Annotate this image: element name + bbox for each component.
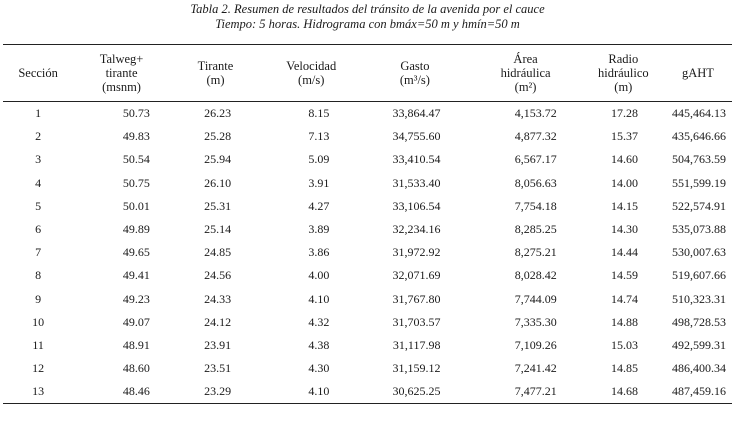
col-tirante-cell: 24.56	[204, 268, 232, 283]
col-velocidad-cell: 4.10	[308, 291, 330, 306]
table-row	[3, 102, 732, 126]
col-seccion-cell: 5	[35, 198, 42, 213]
col-radio-cell: 14.85	[610, 361, 638, 376]
header-line: (m)	[614, 80, 633, 94]
header-line: Velocidad	[286, 59, 337, 73]
header-line: Sección	[18, 66, 58, 80]
col-velocidad-cell: 3.86	[308, 245, 330, 260]
col-radio-cell: 14.68	[583, 380, 664, 404]
col-gasto-cell: 32,071.69	[392, 268, 441, 283]
col-radio-cell: 14.60	[610, 152, 638, 167]
col-velocidad-cell: 4.32	[308, 314, 330, 329]
col-area-cell: 8,028.42	[514, 268, 557, 283]
col-tirante-cell: 23.91	[204, 337, 232, 352]
col-gaht-cell: 486,400.34	[672, 361, 726, 376]
col-area-cell: 4,153.72	[514, 106, 557, 121]
col-seccion-cell: 9	[35, 291, 42, 306]
col-talweg-cell: 49.41	[122, 268, 150, 283]
col-gaht-cell: 487,459.16	[664, 380, 732, 404]
col-gaht-cell: 519,607.66	[672, 268, 726, 283]
col-seccion-cell: 3	[35, 152, 42, 167]
col-tirante-cell: 25.28	[204, 129, 232, 144]
col-area-cell: 7,335.30	[514, 314, 557, 329]
table-row	[3, 125, 732, 148]
table-row	[3, 172, 732, 195]
col-gaht-cell: 498,728.53	[672, 314, 726, 329]
col-area-cell: 7,241.42	[514, 361, 557, 376]
col-area-header	[468, 45, 582, 102]
col-gasto-cell: 30,625.25	[361, 380, 468, 404]
col-radio-cell: 14.15	[610, 198, 638, 213]
col-seccion-cell: 12	[32, 361, 45, 376]
col-tirante-cell: 24.33	[204, 291, 232, 306]
col-radio-cell: 15.37	[610, 129, 638, 144]
table-row	[3, 218, 732, 241]
col-radio-cell: 15.03	[610, 337, 638, 352]
col-area-cell: 6,567.17	[514, 152, 557, 167]
table-row	[3, 288, 732, 311]
col-gasto-cell: 31,159.12	[392, 361, 441, 376]
col-gasto-cell: 33,106.54	[392, 198, 441, 213]
col-radio-cell: 14.00	[610, 175, 638, 190]
col-tirante-header	[170, 45, 261, 102]
col-area-cell: 8,285.25	[514, 222, 557, 237]
table-subtitle: Tiempo: 5 horas. Hidrograma con bmáx=50 m y hmín=50 m	[215, 17, 520, 31]
col-gasto-cell: 31,703.57	[392, 314, 441, 329]
col-gasto-cell: 31,533.40	[392, 175, 441, 190]
col-gasto-cell: 32,234.16	[392, 222, 441, 237]
table-row	[3, 311, 732, 334]
col-velocidad-cell: 4.30	[308, 361, 330, 376]
header-line: Gasto	[400, 59, 430, 73]
col-velocidad-cell: 4.10	[261, 380, 361, 404]
col-radio-cell: 14.74	[610, 291, 638, 306]
table-title: Tabla 2. Resumen de resultados del tránsito de la avenida por el cauce	[190, 2, 545, 16]
col-gaht-cell: 535,073.88	[672, 222, 726, 237]
header-line: hidráulico	[597, 66, 649, 80]
col-gaht-cell: 492,599.31	[672, 337, 726, 352]
col-tirante-cell: 25.31	[204, 198, 232, 213]
col-radio-cell: 14.88	[610, 314, 638, 329]
col-velocidad-cell: 4.38	[308, 337, 330, 352]
col-velocidad-header	[261, 45, 361, 102]
table-row	[3, 264, 732, 287]
col-talweg-cell: 49.89	[122, 222, 150, 237]
col-tirante-cell: 24.12	[204, 314, 232, 329]
col-area-cell: 7,744.09	[514, 291, 557, 306]
col-talweg-cell: 48.46	[73, 380, 170, 404]
col-seccion-cell: 2	[35, 129, 42, 144]
col-talweg-cell: 49.07	[122, 314, 150, 329]
header-line: gAHT	[682, 66, 714, 80]
col-gasto-cell: 34,755.60	[392, 129, 441, 144]
col-gasto-cell: 33,410.54	[392, 152, 441, 167]
col-talweg-cell: 48.60	[122, 361, 150, 376]
header-row	[3, 45, 732, 102]
col-tirante-cell: 23.51	[204, 361, 232, 376]
col-area-cell: 7,477.21	[468, 380, 582, 404]
col-seccion-cell: 13	[3, 380, 73, 404]
col-gaht-cell: 435,646.66	[672, 129, 726, 144]
col-talweg-cell: 50.01	[122, 198, 150, 213]
col-seccion-cell: 1	[35, 106, 42, 121]
table-row	[3, 241, 732, 264]
table-row	[3, 357, 732, 380]
col-talweg-cell: 48.91	[122, 337, 150, 352]
col-gaht-cell: 504,763.59	[672, 152, 726, 167]
col-radio-header	[583, 45, 664, 102]
col-seccion-cell: 8	[35, 268, 42, 283]
header-line: (m/s)	[298, 73, 325, 87]
col-talweg-cell: 49.83	[122, 129, 150, 144]
col-gasto-cell: 31,767.80	[392, 291, 441, 306]
col-talweg-cell: 50.73	[122, 106, 150, 121]
col-radio-cell: 17.28	[610, 106, 638, 121]
col-gaht-cell: 522,574.91	[672, 198, 726, 213]
table-row	[3, 195, 732, 218]
table-row	[3, 334, 732, 357]
col-velocidad-cell: 8.15	[308, 106, 330, 121]
col-tirante-cell: 25.14	[204, 222, 232, 237]
col-radio-cell: 14.59	[610, 268, 638, 283]
col-seccion-header	[3, 45, 73, 102]
table-caption	[0, 0, 735, 32]
col-tirante-cell: 24.85	[204, 245, 232, 260]
col-seccion-cell: 4	[35, 175, 42, 190]
col-velocidad-cell: 5.09	[308, 152, 330, 167]
table-row	[3, 380, 732, 404]
header-line: tirante	[105, 66, 138, 80]
table-body	[3, 102, 732, 404]
results-table	[3, 44, 732, 404]
col-tirante-cell: 25.94	[204, 152, 232, 167]
col-tirante-cell: 26.23	[204, 106, 232, 121]
header-line: Tirante	[197, 59, 234, 73]
col-gasto-cell: 33,864.47	[392, 106, 441, 121]
col-gaht-cell: 551,599.19	[672, 175, 726, 190]
col-velocidad-cell: 3.89	[308, 222, 330, 237]
col-seccion-cell: 7	[35, 245, 42, 260]
col-seccion-cell: 10	[32, 314, 45, 329]
header-line: (m²)	[514, 80, 537, 94]
col-gasto-cell: 31,972.92	[392, 245, 441, 260]
table-header	[3, 45, 732, 102]
col-gaht-cell: 530,007.63	[672, 245, 726, 260]
col-gasto-header	[361, 45, 468, 102]
col-area-cell: 8,056.63	[514, 175, 557, 190]
header-line: Área	[513, 52, 538, 66]
col-talweg-cell: 50.75	[122, 175, 150, 190]
col-radio-cell: 14.30	[610, 222, 638, 237]
col-area-cell: 4,877.32	[514, 129, 557, 144]
col-velocidad-cell: 3.91	[308, 175, 330, 190]
col-talweg-header	[73, 45, 170, 102]
col-talweg-cell: 50.54	[122, 152, 150, 167]
col-seccion-cell: 6	[35, 222, 42, 237]
col-velocidad-cell: 4.27	[308, 198, 330, 213]
col-gasto-cell: 31,117.98	[392, 337, 441, 352]
col-area-cell: 7,754.18	[514, 198, 557, 213]
col-gaht-header	[664, 45, 732, 102]
col-tirante-cell: 26.10	[204, 175, 232, 190]
col-area-cell: 7,109.26	[514, 337, 557, 352]
col-tirante-cell: 23.29	[170, 380, 261, 404]
col-radio-cell: 14.44	[610, 245, 638, 260]
table-row	[3, 148, 732, 171]
header-line: Radio	[608, 52, 639, 66]
col-talweg-cell: 49.23	[122, 291, 150, 306]
header-line: (msnm)	[102, 80, 141, 94]
header-line: (m³/s)	[399, 73, 430, 87]
col-area-cell: 8,275.21	[514, 245, 557, 260]
col-velocidad-cell: 7.13	[308, 129, 330, 144]
header-line: hidráulica	[500, 66, 551, 80]
col-gaht-cell: 510,323.31	[672, 291, 726, 306]
header-line: Talweg+	[99, 52, 144, 66]
col-talweg-cell: 49.65	[122, 245, 150, 260]
header-line: (m)	[206, 73, 225, 87]
col-seccion-cell: 11	[32, 337, 44, 352]
col-gaht-cell: 445,464.13	[672, 106, 726, 121]
col-velocidad-cell: 4.00	[308, 268, 330, 283]
